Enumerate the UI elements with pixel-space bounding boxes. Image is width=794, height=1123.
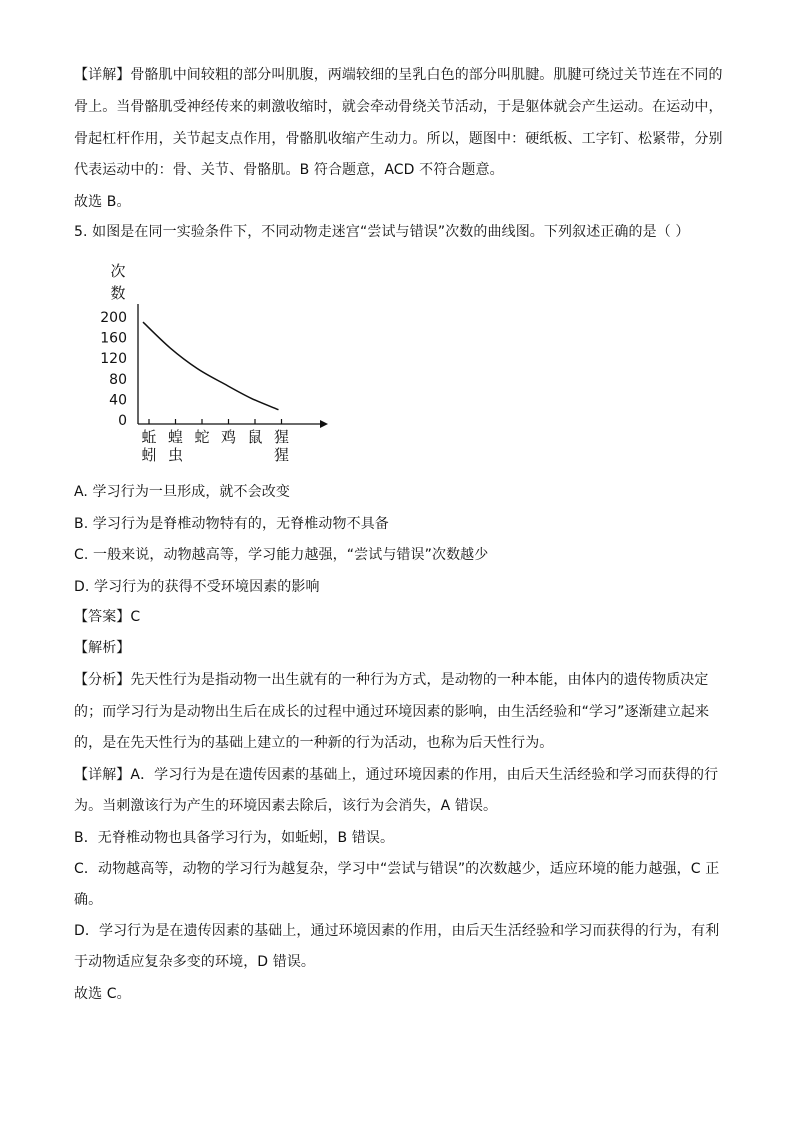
analysis-text-line-3: 的，是在先天性行为的基础上建立的一种新的行为活动，也称为后天性行为。 (74, 735, 554, 751)
analysis-heading: 【解析】 (74, 640, 131, 656)
detail-text-line-2: 骨上。当骨骼肌受神经传来的刺激收缩时，就会牵动骨绕关节活动，于是躯体就会产生运动。在运动中， (74, 99, 723, 115)
final-answer-text: 故选 C。 (74, 986, 131, 1002)
explain-text-line-1: 【详解】A．学习行为是在遗传因素的基础上，通过环境因素的作用，由后天生活经验和学习而获得的行 (74, 767, 719, 783)
y-tick-label: 80 (109, 371, 127, 388)
chart-svg (96, 256, 356, 466)
trial-error-chart (96, 256, 356, 466)
x-tick-label: 猩 (273, 446, 290, 464)
explain-text-line-7: 于动物适应复杂多变的环境，D 错误。 (74, 954, 316, 970)
explain-text-line-2: 为。当刺激该行为产生的环境因素去除后，该行为会消失，A 错误。 (74, 798, 498, 814)
analysis-text-line-2: 的；而学习行为是动物出生后在成长的过程中通过环境因素的影响，由生活经验和“学习”逐渐建立起来 (74, 704, 710, 720)
analysis-text-line-1: 【分析】先天性行为是指动物一出生就有的一种行为方式，是动物的一种本能，由体内的遗传物质决定 (74, 672, 709, 688)
answer-label: 【答案】C (74, 609, 141, 625)
explain-text-line-6: D．学习行为是在遗传因素的基础上，通过环境因素的作用，由后天生活经验和学习而获得的行为，有利 (74, 923, 720, 939)
option-b: B. 学习行为是脊椎动物特有的，无脊椎动物不具备 (74, 516, 389, 532)
explain-text-line-4: C．动物越高等，动物的学习行为越复杂，学习中“尝试与错误”的次数越少，适应环境的能力越强，C 正 (74, 861, 720, 877)
y-axis-label-char-1: 次 (110, 262, 126, 280)
x-tick-label: 虫 (167, 446, 184, 464)
question-5-stem: 5. 如图是在同一实验条件下，不同动物走迷宫“尝试与错误”次数的曲线图。下列叙述正确的是（ ） (74, 224, 690, 240)
explain-text-line-3: B．无脊椎动物也具备学习行为，如蚯蚓，B 错误。 (74, 830, 395, 846)
y-tick-label: 0 (118, 413, 127, 429)
x-tick-label: 鼠 (247, 428, 263, 446)
y-tick-label: 160 (100, 330, 127, 347)
y-tick-label: 40 (109, 392, 127, 409)
x-tick-label: 蚯 (141, 428, 157, 446)
detail-text-line-4: 代表运动中的：骨、关节、骨骼肌。B 符合题意，ACD 不符合题意。 (74, 162, 504, 178)
detail-text-line-1: 【详解】骨骼肌中间较粗的部分叫肌腹，两端较细的呈乳白色的部分叫肌腱。肌腱可绕过关节连在不同的 (74, 67, 723, 83)
series-line (143, 322, 279, 410)
x-tick-label: 蛇 (194, 428, 210, 446)
x-ticks (141, 419, 289, 464)
conclusion-text: 故选 B。 (74, 194, 131, 210)
detail-text-line-3: 骨起杠杆作用，关节起支点作用，骨骼肌收缩产生动力。所以，题图中：硬纸板、工字钉、松紧带，分别 (74, 131, 723, 147)
y-axis-label-char-2: 数 (110, 284, 126, 302)
option-d: D. 学习行为的获得不受环境因素的影响 (74, 579, 320, 595)
y-tick-label: 200 (100, 310, 127, 326)
y-tick-label: 120 (100, 351, 127, 368)
x-axis-arrow-icon (320, 420, 328, 428)
option-a: A. 学习行为一旦形成，就不会改变 (74, 484, 290, 500)
explain-text-line-5: 确。 (74, 892, 103, 908)
option-c: C. 一般来说，动物越高等，学习能力越强，“尝试与错误”次数越少 (74, 547, 489, 563)
x-tick-label: 猩 (273, 428, 290, 446)
x-tick-label: 蝗 (167, 428, 184, 446)
y-ticks (100, 310, 127, 429)
y-axis-label (110, 262, 125, 302)
x-tick-label: 蚓 (141, 446, 157, 464)
x-tick-label: 鸡 (220, 428, 237, 446)
